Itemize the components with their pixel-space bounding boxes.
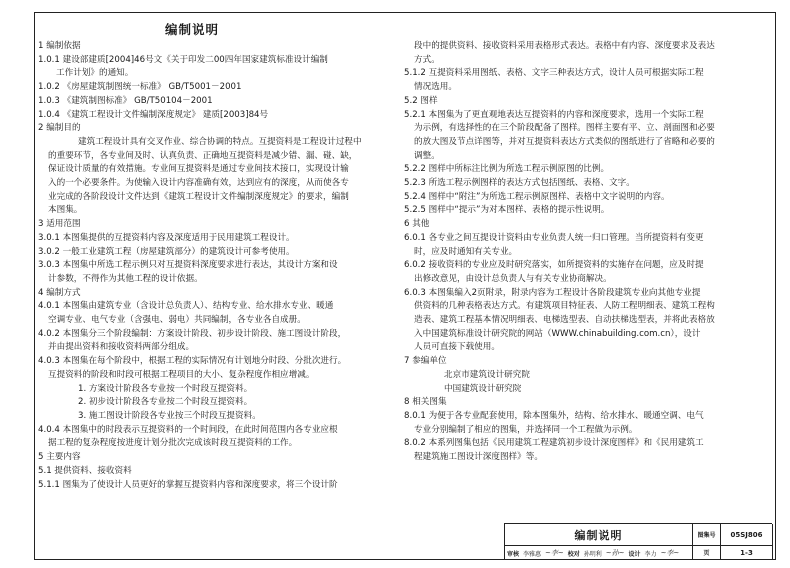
right-line: 8.0.1 为便于各专业配套使用，除本图集外，结构、给水排水、暖通空调、电气	[404, 410, 704, 421]
right-line: 7 参编单位	[404, 356, 447, 367]
right-line: 5.2.4 图样中“附注”为所选工程示例原图样、表格中文字说明的内容。	[404, 191, 670, 202]
left-line: 4.0.1 本图集由建筑专业（含设计总负责人）、结构专业、给水排水专业、暖通	[38, 301, 334, 312]
signature-row	[505, 546, 693, 560]
right-line: 调整。	[414, 150, 440, 161]
left-column	[38, 40, 388, 492]
right-line: 专业分别编制了相应的图集，并选择同一个工程做为示例。	[414, 424, 638, 435]
left-line: 5 主要内容	[38, 452, 81, 463]
page-label: 页	[693, 546, 721, 560]
right-line: 情况选用。	[414, 82, 457, 93]
left-line: 计参数，不得作为其他工程的设计依据。	[48, 273, 203, 284]
left-line: 据工程的复杂程度按进度计划分批次完成该时段互提资料的工作。	[48, 438, 298, 449]
right-line: 6.0.1 各专业之间互提设计资料由专业负责人统一归口管理。当所提资料有变更	[404, 232, 704, 243]
right-line: 入中国建筑标准设计研究院的网站（WWW.chinabuilding.com.cn），设计	[414, 328, 701, 339]
left-line: 1.0.1 建设部建质[2004]46号文《关于印发二00四年国家建筑标准设计编制	[38, 54, 328, 65]
design-name: 李力	[644, 550, 657, 558]
left-line: 2. 初步设计阶段各专业按二个时段互提资料。	[78, 397, 253, 408]
right-line: 方式。	[414, 54, 440, 65]
right-line: 供资料的几种表格表达方式。有建筑项目特征表、人防工程明细表、建筑工程构	[414, 301, 715, 312]
right-line: 北京市建筑设计研究院	[444, 369, 530, 380]
right-line: 段中的提供资料、接收资料采用表格形式表达。表格中有内容、深度要求及表达	[414, 41, 715, 51]
review-signature: ~李~	[545, 549, 564, 557]
left-line: 5.1.1 图集为了使设计人员更好的掌握互提资料内容和深度要求，将三个设计阶	[38, 479, 338, 490]
left-line: 4.0.4 本图集中的时段表示互提资料的一个时间段，在此时间范围内各专业应根	[38, 424, 338, 435]
left-line: 3. 施工图设计阶段各专业按三个时段互提资料。	[78, 410, 261, 421]
left-line: 工作计划》的通知。	[56, 68, 134, 79]
right-line: 5.2.5 图样中“提示”为对本图样、表格的提示性说明。	[404, 205, 610, 216]
right-line: 6 其他	[404, 219, 430, 230]
left-line: 1.0.4 《建筑工程设计文件编制深度规定》 建质[2003]84号	[38, 109, 269, 120]
left-line: 4.0.3 本图集在每个阶段中，根据工程的实际情况有计划地分时段、分批次进行。	[38, 356, 347, 367]
left-line: 建筑工程设计具有交叉作业、综合协调的特点。互提资料是工程设计过程中	[78, 136, 362, 147]
left-line: 4.0.2 本图集分三个阶段编制：方案设计阶段、初步设计阶段、施工图设计阶段，	[38, 328, 347, 339]
design-signature: ~李~	[660, 549, 680, 557]
title-block-name: 编制说明	[505, 524, 693, 546]
right-line: 6.0.2 接收资料的专业应及时研究落实，如所提资料的实施存在问题，应及时提	[404, 260, 704, 271]
left-line: 3.0.3 本图集中所选工程示例只对互提资料深度要求进行表达，其设计方案和设	[38, 260, 338, 271]
right-line: 5.1.2 互提资料采用图纸、表格、文字三种表达方式，设计人员可根据实际工程	[404, 68, 704, 79]
check-label: 校对	[567, 550, 580, 558]
left-line: 并由提出资料和接收资料两部分组成。	[48, 342, 195, 353]
left-line: 3.0.2 一般工业建筑工程（房屋建筑部分）的建筑设计可参考使用。	[38, 246, 295, 257]
left-line: 1. 方案设计阶段各专业按一个时段互提资料。	[78, 383, 253, 394]
left-line: 2 编制目的	[38, 123, 81, 134]
right-line: 出修改意见，由设计总负责人与有关专业协商解决。	[414, 273, 612, 284]
left-line: 1 编制依据	[38, 41, 81, 51]
right-line: 程建筑施工图设计深度图样》等。	[414, 452, 543, 463]
right-line: 5.2 图样	[404, 95, 438, 106]
left-line: 的重要环节，各专业间及时、认真负责、正确地互提资料是减少错、漏、碰、缺，	[48, 150, 358, 161]
left-line: 入的一个必要条件。为使输入设计内容准确有效，达到应有的深度，从而使各专	[48, 178, 349, 189]
check-name: 孙明利	[583, 550, 602, 558]
right-column	[404, 40, 772, 465]
title-block	[504, 523, 772, 559]
right-line: 5.2.1 本图集为了更直观地表达互提资料的内容和深度要求，选用一个实际工程	[404, 109, 704, 120]
right-line: 时，应及时通知有关专业。	[414, 246, 518, 257]
review-name: 李雅惠	[523, 550, 542, 558]
right-line: 的放大图及节点详图等，并对互提资料表达方式类似的图纸进行了省略和必要的	[414, 136, 715, 147]
right-line: 为示例，有选择性的在三个阶段配备了图样。图样主要有平、立、剖面图和必要	[414, 123, 715, 134]
left-line: 互提资料的阶段和时段可根据工程项目的大小、复杂程度作相应增减。	[48, 369, 315, 380]
left-line: 3.0.1 本图集提供的互提资料内容及深度适用于民用建筑工程设计。	[38, 232, 295, 243]
check-signature: ~孙~	[605, 549, 625, 557]
page-title: 编制说明	[165, 22, 220, 37]
left-line: 空调专业、电气专业（含强电、弱电）共同编制，各专业各自成册。	[48, 315, 306, 326]
left-line: 3 适用范围	[38, 219, 81, 230]
right-line: 人员可直接下载使用。	[414, 342, 500, 353]
left-line: 5.1 提供资料、接收资料	[38, 465, 132, 476]
atlas-number: 05SJ806	[721, 524, 773, 546]
right-line: 6.0.3 本图集编入2页附录，附录内容为工程设计各阶段建筑专业向其他专业提	[404, 287, 701, 298]
right-line: 5.2.2 图样中所标注比例为所选工程示例原图的比例。	[404, 164, 610, 175]
left-line: 保证设计质量的有效措施。专业间互提资料是通过专业间技术接口，实现设计输	[48, 164, 349, 175]
right-line: 中国建筑设计研究院	[444, 383, 522, 394]
left-line: 业完成的各阶段设计文件达到《建筑工程设计文件编制深度规定》的要求，编制	[48, 191, 349, 202]
right-line: 5.2.3 所选工程示例图样的表达方式包括图纸、表格、文字。	[404, 178, 635, 189]
left-line: 本图集。	[48, 205, 83, 216]
right-line: 8.0.2 本系列图集包括《民用建筑工程建筑初步设计深度图样》和《民用建筑工	[404, 438, 704, 449]
atlas-number-label: 图集号	[693, 524, 721, 546]
left-line: 1.0.3 《建筑制图标准》 GB/T50104－2001	[38, 95, 213, 106]
left-line: 4 编制方式	[38, 287, 81, 298]
page-number: 1-3	[721, 546, 773, 560]
review-label: 审核	[507, 550, 520, 558]
right-line: 造表、建筑工程基本情况明细表、电梯选型表、自动扶梯选型表，并将此表格放	[414, 315, 715, 326]
right-line: 8 相关图集	[404, 397, 447, 408]
design-label: 设计	[628, 550, 641, 558]
left-line: 1.0.2 《房屋建筑制图统一标准》 GB/T5001－2001	[38, 82, 242, 93]
